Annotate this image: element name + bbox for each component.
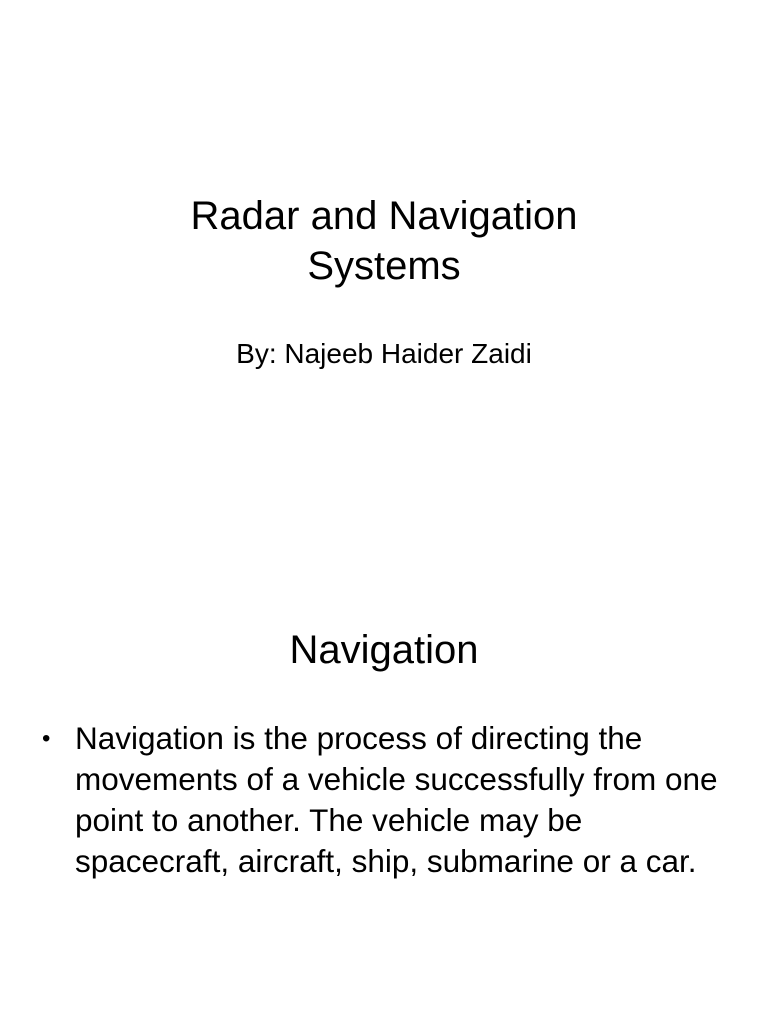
bullet-list: [42, 718, 722, 882]
slide-title: [0, 191, 768, 291]
slide-heading: Navigation: [289, 628, 479, 672]
slide-subtitle: By: Najeeb Haider Zaidi: [236, 338, 532, 369]
bullet-item: [42, 718, 722, 882]
slide-title-line: Systems: [307, 244, 461, 288]
bullet-text: Navigation is the process of directing the movements of a vehicle successfully from one point to another. The vehicle may be spacecraft, aircraft, ship, submarine or a car.: [75, 720, 718, 879]
content-slide: [0, 512, 768, 1024]
slide-title-line: Radar and Navigation: [190, 194, 578, 238]
bullet-dot-icon: •: [42, 725, 51, 752]
